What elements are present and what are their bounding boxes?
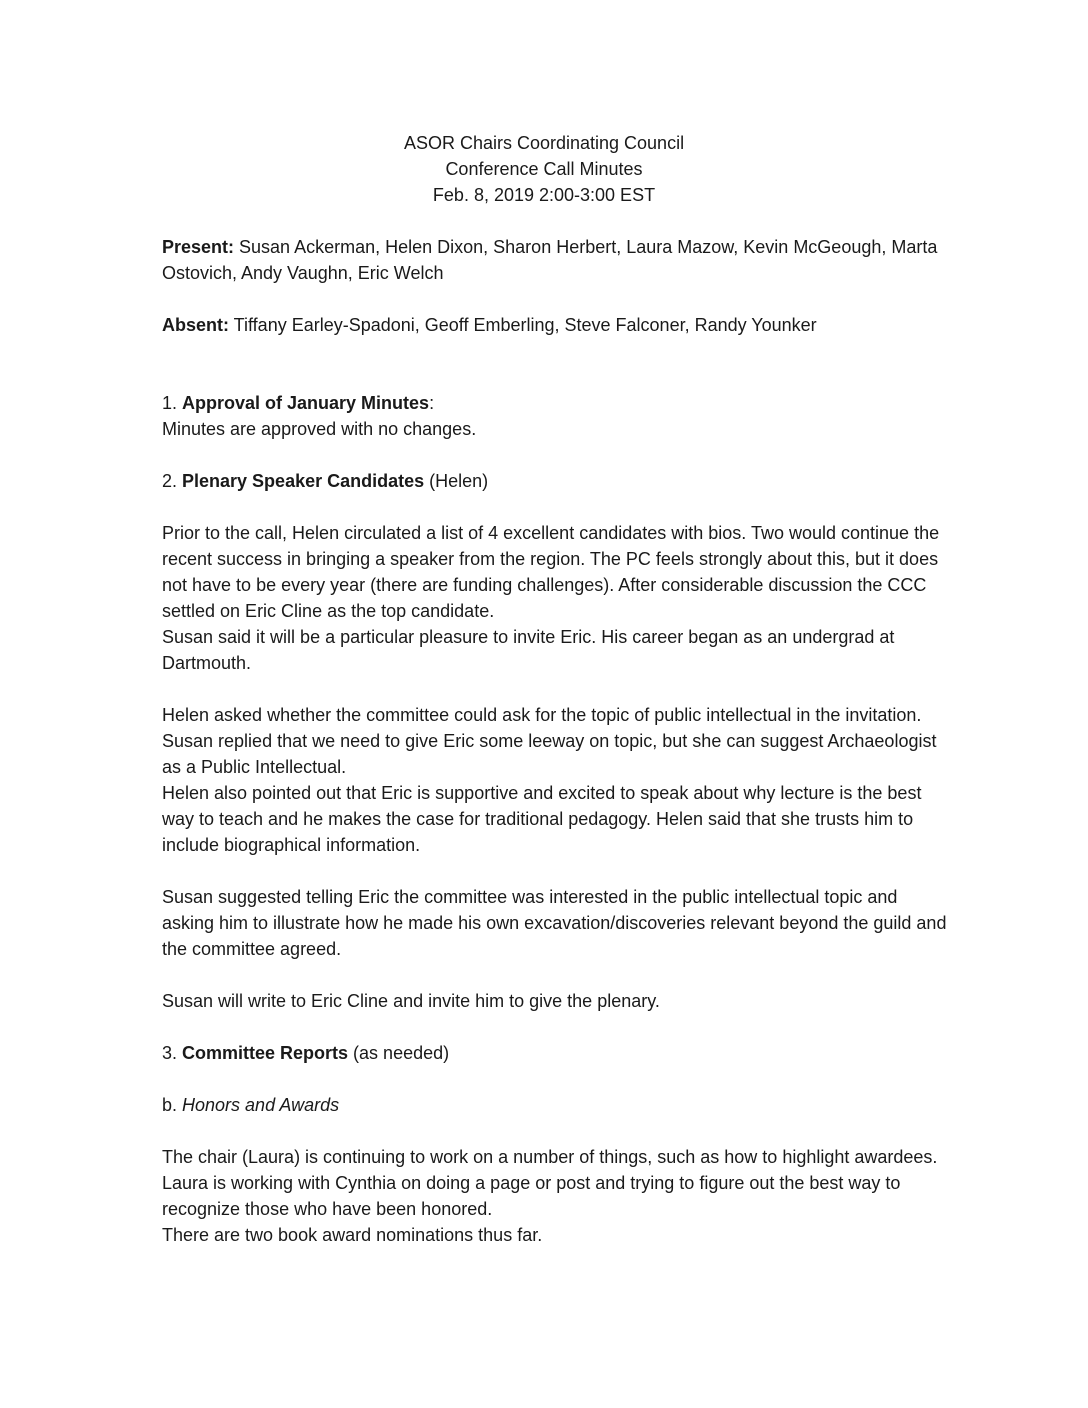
sub-b-paragraph-2: There are two book award nominations thus far. bbox=[162, 1225, 543, 1245]
sub-b-prefix: b. bbox=[162, 1095, 183, 1115]
item2-paragraph-7: Susan will write to Eric Cline and invite him to give the plenary. bbox=[162, 991, 660, 1011]
item2-paragraph-5: Helen also pointed out that Eric is supportive and excited to speak about why lecture is the best way to teach and he makes the case for traditional pedagogy. Helen said that she trusts him to include biographical information. bbox=[162, 783, 922, 855]
header-subtitle: Conference Call Minutes bbox=[445, 159, 643, 179]
item2-suffix: (Helen) bbox=[424, 471, 489, 491]
item1-suffix: : bbox=[429, 393, 435, 413]
sub-b-heading bbox=[162, 1092, 952, 1118]
item2-number: 2. bbox=[162, 471, 183, 491]
sub-b-title: Honors and Awards bbox=[182, 1095, 340, 1115]
item1-body: Minutes are approved with no changes. bbox=[162, 419, 477, 439]
item2-title: Plenary Speaker Candidates bbox=[182, 471, 425, 491]
item2-paragraph-6: Susan suggested telling Eric the committee was interested in the public intellectual topic and asking him to illustrate how he made his own excavation/discoveries relevant beyond the guild and the committee agreed. bbox=[162, 887, 947, 959]
header-date: Feb. 8, 2019 2:00-3:00 EST bbox=[432, 185, 656, 205]
item1-title: Approval of January Minutes bbox=[182, 393, 430, 413]
item3-number: 3. bbox=[162, 1043, 183, 1063]
item2-paragraph-2: Susan said it will be a particular pleasure to invite Eric. His career began as an undergrad at Dartmouth. bbox=[162, 627, 895, 673]
item3-heading bbox=[162, 1040, 952, 1066]
item1-heading bbox=[162, 390, 952, 416]
header-title: ASOR Chairs Coordinating Council bbox=[403, 133, 685, 153]
item2-paragraph-4: Susan replied that we need to give Eric some leeway on topic, but she can suggest Archaeologist as a Public Intellectual. bbox=[162, 731, 937, 777]
item2-paragraph-3: Helen asked whether the committee could ask for the topic of public intellectual in the invitation. bbox=[162, 705, 922, 725]
present-names: Susan Ackerman, Helen Dixon, Sharon Herbert, Laura Mazow, Kevin McGeough, Marta Ostovich, Andy Vaughn, Eric Welch bbox=[162, 237, 938, 283]
absent-names: Tiffany Earley-Spadoni, Geoff Emberling, Steve Falconer, Randy Younker bbox=[229, 315, 817, 335]
item3-title: Committee Reports bbox=[182, 1043, 349, 1063]
absent-label: Absent: bbox=[162, 315, 229, 335]
item2-heading bbox=[162, 468, 952, 494]
document-header bbox=[0, 130, 1088, 208]
present-label: Present: bbox=[162, 237, 235, 257]
item1-number: 1. bbox=[162, 393, 183, 413]
sub-b-paragraph-1: The chair (Laura) is continuing to work on a number of things, such as how to highlight awardees. Laura is working with Cynthia on doing a page or post and trying to figure out the best way to recognize those who have been honored. bbox=[162, 1147, 938, 1219]
document-page bbox=[162, 130, 952, 1248]
present-line bbox=[162, 234, 952, 286]
item3-suffix: (as needed) bbox=[348, 1043, 450, 1063]
absent-line bbox=[162, 312, 952, 338]
item2-paragraph-1: Prior to the call, Helen circulated a list of 4 excellent candidates with bios. Two would continue the recent success in bringing a speaker from the region. The PC feels strongly about this, but it does not have to be every year (there are funding challenges). After considerable discussion the CCC settled on Eric Cline as the top candidate. bbox=[162, 523, 940, 621]
